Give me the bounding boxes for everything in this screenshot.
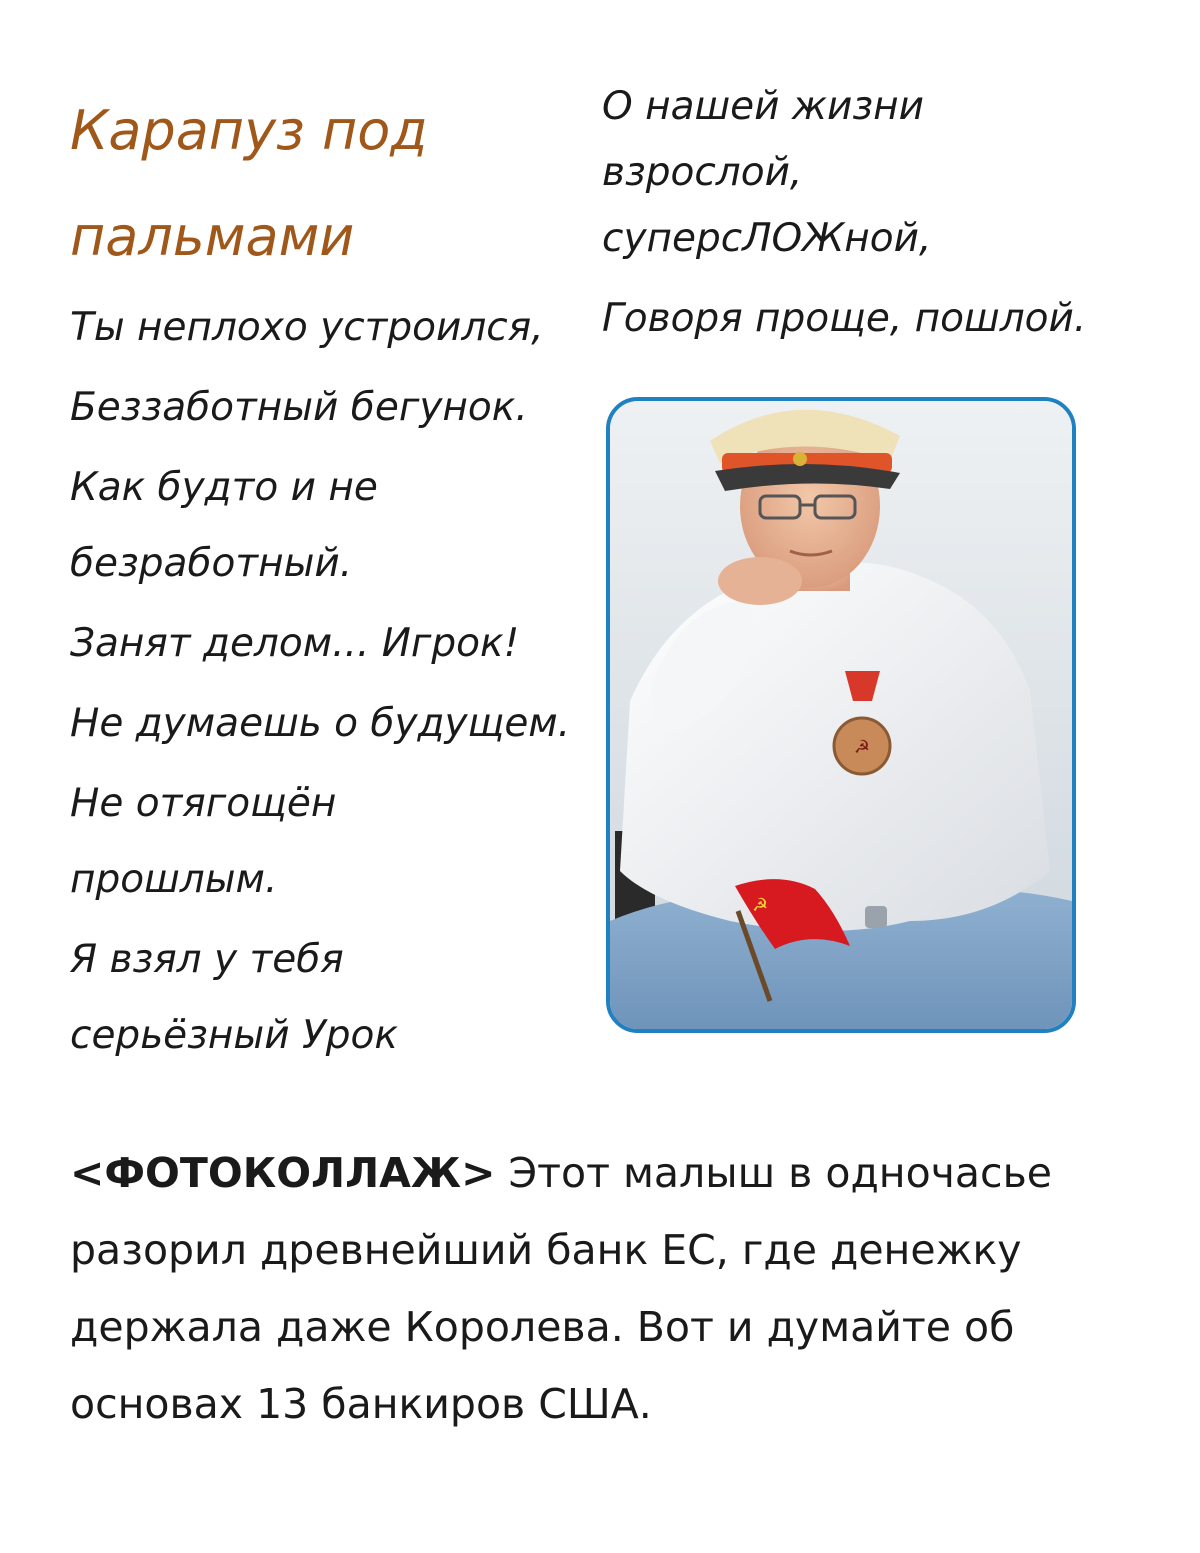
poem-title-line-2: пальмами <box>70 205 355 268</box>
poem-line: Занят делом... Игрок! <box>70 621 520 666</box>
poem-line: О нашей жизни <box>602 84 924 129</box>
poem-line: Не отягощён прошлым. <box>70 781 337 902</box>
poem-line: Беззаботный бегунок. <box>70 385 528 430</box>
caption-text: Этот малыш в одночасье разорил древнейший банк ЕС, где денежку держала даже Королева. Вот и думайте об основах 13 банкиров США. <box>70 1149 1052 1428</box>
poem-line: суперсЛОЖной, <box>602 216 932 261</box>
poem-line: Как будто и не безработный. <box>70 465 378 586</box>
photo-collage-image <box>610 401 1072 1029</box>
poem-title-line-1: Карапуз под <box>70 99 428 162</box>
photo-collage <box>606 397 1076 1033</box>
poem-line: Говоря проще, пошлой. <box>602 296 1087 341</box>
poem-line: Ты неплохо устроился, <box>70 305 544 350</box>
collage-tag: <ФОТОКОЛЛАЖ> <box>70 1149 496 1197</box>
poem-line: взрослой, <box>602 150 803 195</box>
poem-left-column <box>70 290 600 1078</box>
poem-right-column <box>602 74 1162 352</box>
poem-title <box>70 78 570 290</box>
svg-text:☭: ☭ <box>853 737 871 758</box>
poem-line: Я взял у тебя серьёзный Урок <box>70 937 398 1058</box>
svg-text:☭: ☭ <box>752 895 769 916</box>
poem-line: Не думаешь о будущем. <box>70 701 571 746</box>
collage-caption <box>70 1135 1150 1443</box>
